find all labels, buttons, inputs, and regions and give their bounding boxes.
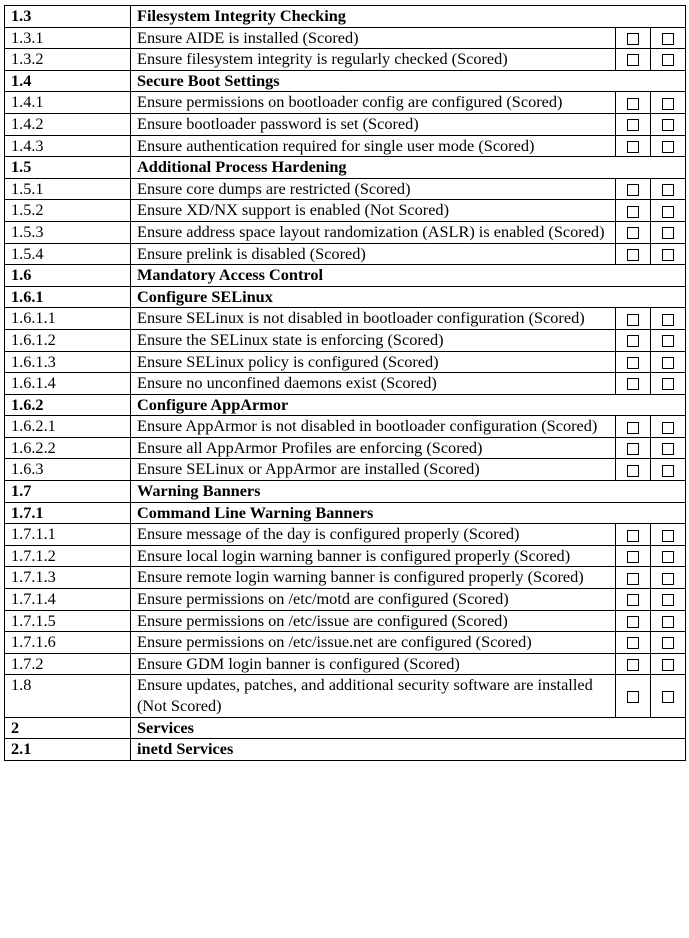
- table-row: [5, 567, 686, 589]
- section-row: [5, 265, 686, 287]
- item-id: 1.7.2: [5, 653, 131, 675]
- item-title: Ensure prelink is disabled (Scored): [131, 243, 616, 265]
- item-title: Ensure SELinux or AppArmor are installed (Scored): [131, 459, 616, 481]
- table-row: [5, 373, 686, 395]
- table-row: [5, 92, 686, 114]
- table-row: [5, 545, 686, 567]
- checkbox-cell-not-applied: [651, 329, 686, 351]
- checkbox-applied[interactable]: [627, 141, 639, 153]
- item-id: 1.7.1: [5, 502, 131, 524]
- item-title: inetd Services: [131, 739, 686, 761]
- item-id: 1.4.3: [5, 135, 131, 157]
- checkbox-applied[interactable]: [627, 465, 639, 477]
- item-title: Ensure local login warning banner is configured properly (Scored): [131, 545, 616, 567]
- checkbox-cell-applied: [616, 416, 651, 438]
- checkbox-cell-not-applied: [651, 221, 686, 243]
- item-title: Ensure AppArmor is not disabled in bootloader configuration (Scored): [131, 416, 616, 438]
- item-id: 1.7.1.5: [5, 610, 131, 632]
- item-id: 1.6.2.2: [5, 437, 131, 459]
- checkbox-cell-not-applied: [651, 243, 686, 265]
- table-row: [5, 135, 686, 157]
- item-title: Ensure permissions on /etc/motd are configured (Scored): [131, 589, 616, 611]
- checkbox-not-applied[interactable]: [662, 616, 674, 628]
- checkbox-cell-not-applied: [651, 416, 686, 438]
- checkbox-cell-applied: [616, 27, 651, 49]
- checkbox-applied[interactable]: [627, 443, 639, 455]
- item-title: Ensure permissions on /etc/issue are configured (Scored): [131, 610, 616, 632]
- section-row: [5, 6, 686, 28]
- table-row: [5, 653, 686, 675]
- checkbox-cell-not-applied: [651, 567, 686, 589]
- checkbox-cell-applied: [616, 545, 651, 567]
- table-row: [5, 416, 686, 438]
- item-id: 1.8: [5, 675, 131, 717]
- item-id: 1.6.1.3: [5, 351, 131, 373]
- checkbox-applied[interactable]: [627, 594, 639, 606]
- checkbox-cell-applied: [616, 200, 651, 222]
- item-title: Ensure permissions on bootloader config are configured (Scored): [131, 92, 616, 114]
- checkbox-cell-not-applied: [651, 610, 686, 632]
- checkbox-not-applied[interactable]: [662, 573, 674, 585]
- item-title: Configure AppArmor: [131, 394, 686, 416]
- checkbox-applied[interactable]: [627, 98, 639, 110]
- checkbox-applied[interactable]: [627, 227, 639, 239]
- item-id: 1.4: [5, 70, 131, 92]
- checkbox-cell-not-applied: [651, 27, 686, 49]
- checkbox-not-applied[interactable]: [662, 594, 674, 606]
- checkbox-applied[interactable]: [627, 616, 639, 628]
- checkbox-cell-not-applied: [651, 351, 686, 373]
- checkbox-cell-applied: [616, 437, 651, 459]
- table-row: [5, 49, 686, 71]
- checkbox-not-applied[interactable]: [662, 249, 674, 261]
- checkbox-cell-applied: [616, 632, 651, 654]
- item-id: 2: [5, 717, 131, 739]
- item-title: Ensure address space layout randomization (ASLR) is enabled (Scored): [131, 221, 616, 243]
- checkbox-applied[interactable]: [627, 314, 639, 326]
- checkbox-cell-not-applied: [651, 113, 686, 135]
- item-id: 1.6.1: [5, 286, 131, 308]
- table-row: [5, 632, 686, 654]
- checkbox-cell-not-applied: [651, 545, 686, 567]
- checkbox-applied[interactable]: [627, 119, 639, 131]
- checkbox-not-applied[interactable]: [662, 227, 674, 239]
- item-title: Configure SELinux: [131, 286, 686, 308]
- item-id: 1.6.1.2: [5, 329, 131, 351]
- checkbox-cell-not-applied: [651, 49, 686, 71]
- checkbox-cell-not-applied: [651, 653, 686, 675]
- section-row: [5, 481, 686, 503]
- item-title: Ensure filesystem integrity is regularly checked (Scored): [131, 49, 616, 71]
- checkbox-cell-applied: [616, 49, 651, 71]
- checkbox-not-applied[interactable]: [662, 141, 674, 153]
- checkbox-cell-applied: [616, 589, 651, 611]
- checkbox-not-applied[interactable]: [662, 530, 674, 542]
- table-row: [5, 27, 686, 49]
- item-id: 1.3: [5, 6, 131, 28]
- checkbox-cell-applied: [616, 373, 651, 395]
- checkbox-applied[interactable]: [627, 691, 639, 703]
- checkbox-applied[interactable]: [627, 659, 639, 671]
- item-title: Filesystem Integrity Checking: [131, 6, 686, 28]
- section-row: [5, 394, 686, 416]
- checkbox-cell-applied: [616, 675, 651, 717]
- item-id: 1.6: [5, 265, 131, 287]
- item-id: 1.7: [5, 481, 131, 503]
- checkbox-cell-not-applied: [651, 135, 686, 157]
- item-title: Ensure core dumps are restricted (Scored): [131, 178, 616, 200]
- item-id: 1.5.4: [5, 243, 131, 265]
- checkbox-cell-applied: [616, 92, 651, 114]
- table-row: [5, 610, 686, 632]
- item-title: Mandatory Access Control: [131, 265, 686, 287]
- item-title: Ensure updates, patches, and additional security software are installed (Not Scored): [131, 675, 616, 717]
- item-id: 1.7.1.1: [5, 524, 131, 546]
- checkbox-cell-applied: [616, 329, 651, 351]
- table-row: [5, 308, 686, 330]
- section-row: [5, 739, 686, 761]
- section-row: [5, 70, 686, 92]
- item-title: Ensure SELinux policy is configured (Scored): [131, 351, 616, 373]
- item-id: 1.4.2: [5, 113, 131, 135]
- checkbox-cell-applied: [616, 308, 651, 330]
- item-id: 1.6.2: [5, 394, 131, 416]
- table-row: [5, 459, 686, 481]
- checkbox-not-applied[interactable]: [662, 98, 674, 110]
- item-id: 1.6.1.1: [5, 308, 131, 330]
- item-title: Ensure no unconfined daemons exist (Scored): [131, 373, 616, 395]
- checklist-table: [4, 5, 686, 761]
- checkbox-applied[interactable]: [627, 54, 639, 66]
- checkbox-cell-not-applied: [651, 373, 686, 395]
- item-title: Ensure all AppArmor Profiles are enforcing (Scored): [131, 437, 616, 459]
- checkbox-cell-not-applied: [651, 589, 686, 611]
- item-title: Command Line Warning Banners: [131, 502, 686, 524]
- checkbox-applied[interactable]: [627, 573, 639, 585]
- checkbox-not-applied[interactable]: [662, 335, 674, 347]
- item-title: Ensure the SELinux state is enforcing (Scored): [131, 329, 616, 351]
- item-id: 1.3.2: [5, 49, 131, 71]
- checkbox-cell-applied: [616, 113, 651, 135]
- checkbox-applied[interactable]: [627, 184, 639, 196]
- item-id: 1.6.1.4: [5, 373, 131, 395]
- table-row: [5, 351, 686, 373]
- section-row: [5, 502, 686, 524]
- item-title: Warning Banners: [131, 481, 686, 503]
- checkbox-cell-applied: [616, 610, 651, 632]
- item-title: Ensure SELinux is not disabled in bootloader configuration (Scored): [131, 308, 616, 330]
- checkbox-cell-applied: [616, 567, 651, 589]
- checkbox-cell-applied: [616, 459, 651, 481]
- checkbox-cell-applied: [616, 178, 651, 200]
- checkbox-not-applied[interactable]: [662, 691, 674, 703]
- item-title: Ensure authentication required for single user mode (Scored): [131, 135, 616, 157]
- section-row: [5, 717, 686, 739]
- checkbox-cell-not-applied: [651, 524, 686, 546]
- table-row: [5, 243, 686, 265]
- table-row: [5, 524, 686, 546]
- item-id: 2.1: [5, 739, 131, 761]
- item-title: Services: [131, 717, 686, 739]
- checkbox-applied[interactable]: [627, 249, 639, 261]
- checkbox-applied[interactable]: [627, 551, 639, 563]
- checkbox-cell-applied: [616, 653, 651, 675]
- checkbox-cell-not-applied: [651, 675, 686, 717]
- item-title: Secure Boot Settings: [131, 70, 686, 92]
- checkbox-not-applied[interactable]: [662, 33, 674, 45]
- item-id: 1.5.2: [5, 200, 131, 222]
- checkbox-not-applied[interactable]: [662, 422, 674, 434]
- item-title: Ensure permissions on /etc/issue.net are configured (Scored): [131, 632, 616, 654]
- item-title: Ensure AIDE is installed (Scored): [131, 27, 616, 49]
- checkbox-applied[interactable]: [627, 530, 639, 542]
- checkbox-applied[interactable]: [627, 206, 639, 218]
- checkbox-not-applied[interactable]: [662, 184, 674, 196]
- checkbox-not-applied[interactable]: [662, 314, 674, 326]
- checkbox-cell-not-applied: [651, 632, 686, 654]
- checkbox-applied[interactable]: [627, 357, 639, 369]
- checkbox-cell-not-applied: [651, 200, 686, 222]
- checkbox-cell-not-applied: [651, 92, 686, 114]
- checkbox-cell-applied: [616, 221, 651, 243]
- checkbox-cell-not-applied: [651, 437, 686, 459]
- item-id: 1.4.1: [5, 92, 131, 114]
- checkbox-not-applied[interactable]: [662, 54, 674, 66]
- table-row: [5, 221, 686, 243]
- section-row: [5, 286, 686, 308]
- checkbox-not-applied[interactable]: [662, 378, 674, 390]
- item-id: 1.7.1.2: [5, 545, 131, 567]
- item-title: Ensure message of the day is configured properly (Scored): [131, 524, 616, 546]
- checkbox-not-applied[interactable]: [662, 637, 674, 649]
- checkbox-not-applied[interactable]: [662, 443, 674, 455]
- checkbox-cell-applied: [616, 524, 651, 546]
- item-title: Additional Process Hardening: [131, 157, 686, 179]
- item-id: 1.7.1.3: [5, 567, 131, 589]
- checkbox-applied[interactable]: [627, 378, 639, 390]
- checkbox-not-applied[interactable]: [662, 465, 674, 477]
- checkbox-applied[interactable]: [627, 33, 639, 45]
- checkbox-not-applied[interactable]: [662, 119, 674, 131]
- checkbox-not-applied[interactable]: [662, 206, 674, 218]
- item-title: Ensure GDM login banner is configured (Scored): [131, 653, 616, 675]
- section-row: [5, 157, 686, 179]
- checkbox-applied[interactable]: [627, 335, 639, 347]
- checkbox-cell-applied: [616, 135, 651, 157]
- checkbox-cell-applied: [616, 243, 651, 265]
- checkbox-cell-applied: [616, 351, 651, 373]
- item-id: 1.5: [5, 157, 131, 179]
- table-row: [5, 200, 686, 222]
- item-id: 1.7.1.4: [5, 589, 131, 611]
- checkbox-applied[interactable]: [627, 422, 639, 434]
- table-row: [5, 675, 686, 717]
- item-title: Ensure bootloader password is set (Scored): [131, 113, 616, 135]
- item-id: 1.6.2.1: [5, 416, 131, 438]
- item-id: 1.7.1.6: [5, 632, 131, 654]
- checkbox-cell-not-applied: [651, 308, 686, 330]
- checkbox-not-applied[interactable]: [662, 659, 674, 671]
- checkbox-not-applied[interactable]: [662, 551, 674, 563]
- checkbox-applied[interactable]: [627, 637, 639, 649]
- item-id: 1.3.1: [5, 27, 131, 49]
- item-id: 1.6.3: [5, 459, 131, 481]
- table-row: [5, 437, 686, 459]
- item-id: 1.5.1: [5, 178, 131, 200]
- checkbox-not-applied[interactable]: [662, 357, 674, 369]
- item-title: Ensure XD/NX support is enabled (Not Scored): [131, 200, 616, 222]
- item-title: Ensure remote login warning banner is configured properly (Scored): [131, 567, 616, 589]
- table-row: [5, 113, 686, 135]
- table-row: [5, 178, 686, 200]
- item-id: 1.5.3: [5, 221, 131, 243]
- table-row: [5, 589, 686, 611]
- checkbox-cell-not-applied: [651, 178, 686, 200]
- checkbox-cell-not-applied: [651, 459, 686, 481]
- table-row: [5, 329, 686, 351]
